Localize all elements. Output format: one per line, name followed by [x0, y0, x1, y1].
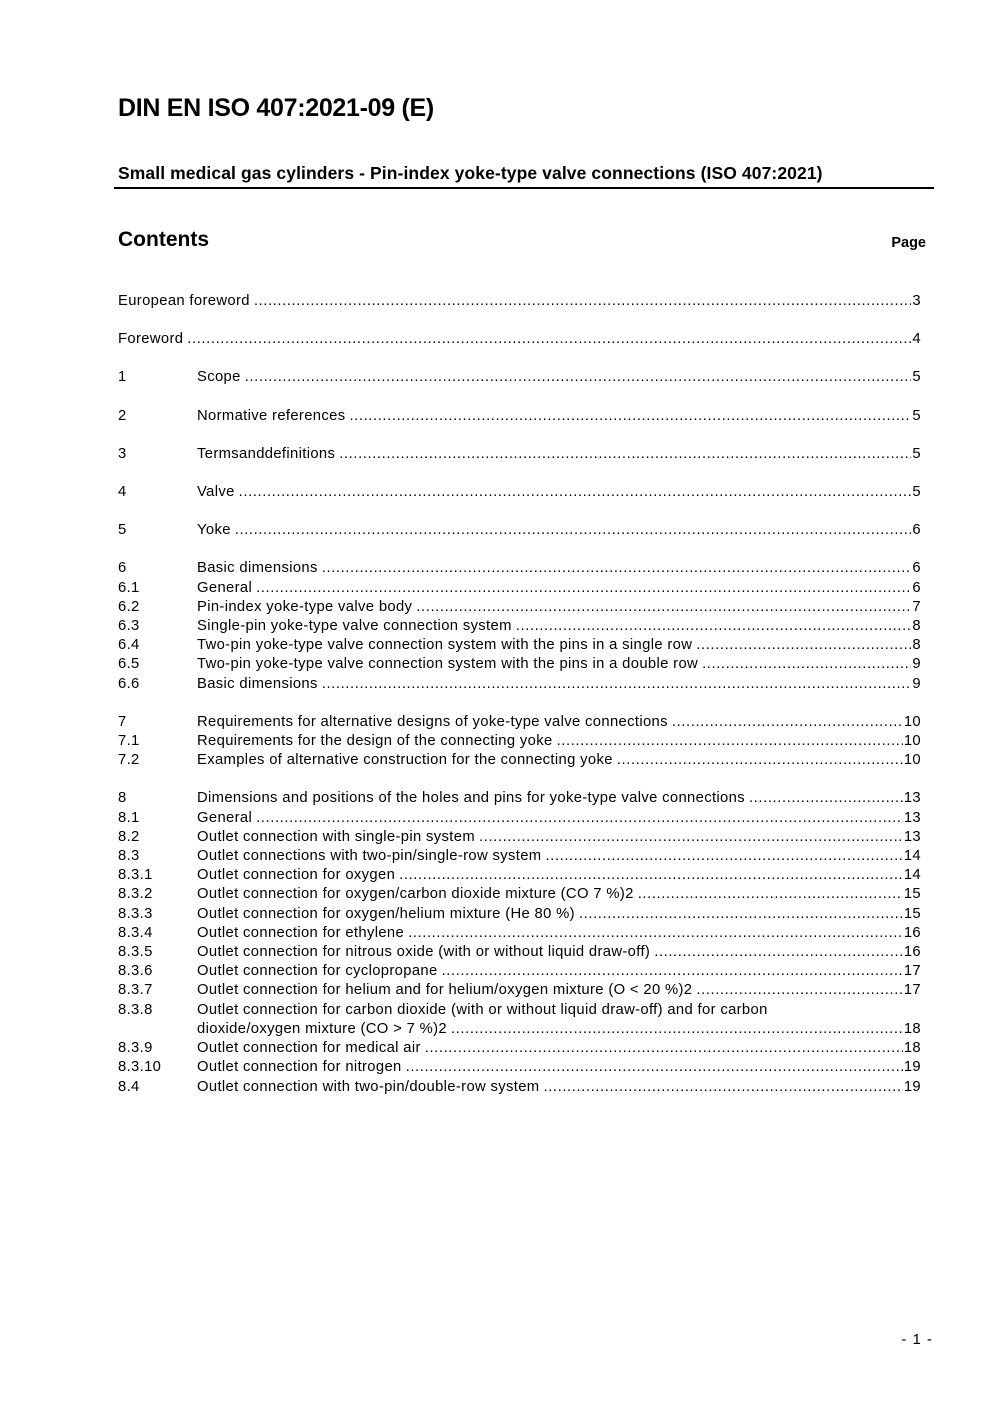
toc-title: Examples of alternative construction for the connecting yoke	[197, 752, 613, 769]
toc-title: Outlet connections with two-pin/single-row system	[197, 848, 542, 865]
toc-entry[interactable]	[118, 981, 921, 1000]
dot-leader	[322, 675, 912, 694]
dot-leader	[654, 943, 903, 962]
toc-title: Yoke	[197, 522, 231, 539]
toc-number: 8.3.10	[118, 1059, 162, 1076]
toc-entry[interactable]	[118, 521, 921, 540]
toc-page: 5	[912, 484, 921, 501]
toc-page: 19	[903, 1078, 921, 1095]
toc-page: 13	[903, 828, 921, 845]
toc-page: 5	[912, 445, 921, 462]
toc-title: Outlet connection for nitrogen	[197, 1059, 402, 1076]
toc-entry[interactable]	[118, 905, 921, 924]
toc-entry[interactable]	[118, 1001, 921, 1039]
toc-number: 8	[118, 790, 127, 807]
toc-number: 1	[118, 369, 127, 386]
dot-leader	[672, 713, 903, 732]
toc-page: 14	[903, 848, 921, 865]
toc-entry[interactable]	[118, 866, 921, 885]
dot-leader	[451, 1020, 903, 1039]
toc-page: 6	[912, 522, 921, 539]
toc-number: 7	[118, 713, 127, 730]
toc-title: Normative references	[197, 407, 346, 424]
toc-title: Outlet connection with two-pin/double-row system	[197, 1078, 540, 1095]
toc-page: 15	[903, 886, 921, 903]
toc-entry[interactable]	[118, 1039, 921, 1058]
toc-number: 7.2	[118, 752, 140, 769]
toc-title: European foreword	[118, 293, 250, 309]
toc-entry[interactable]	[118, 789, 921, 808]
toc-title: Requirements for the design of the connecting yoke	[197, 733, 553, 750]
dot-leader	[638, 885, 903, 904]
page-column-label: Page	[891, 235, 926, 251]
toc-entry[interactable]	[118, 885, 921, 904]
dot-leader	[408, 924, 903, 943]
toc-title: Outlet connection for medical air	[197, 1040, 421, 1057]
toc-number: 6.2	[118, 598, 140, 615]
toc-page: 10	[903, 733, 921, 750]
document-subtitle: Small medical gas cylinders - Pin-index yoke-type valve connections (ISO 407:2021)	[118, 163, 823, 183]
toc-number: 8.4	[118, 1078, 140, 1095]
toc-title: Termsanddefinitions	[197, 445, 336, 462]
toc-title: Outlet connection for carbon dioxide (with or without liquid draw-off) and for carbon	[197, 1001, 768, 1018]
dot-leader	[239, 483, 912, 502]
toc-entry[interactable]	[118, 962, 921, 981]
toc-number: 7.1	[118, 733, 140, 750]
dot-leader	[479, 828, 903, 847]
toc-entry[interactable]	[118, 1058, 921, 1077]
toc-entry[interactable]	[118, 292, 921, 311]
toc-page: 17	[903, 982, 921, 999]
toc-page: 16	[903, 924, 921, 941]
toc-entry[interactable]	[118, 924, 921, 943]
toc-page: 9	[912, 675, 921, 692]
dot-leader	[245, 368, 912, 387]
toc-title: Outlet connection for ethylene	[197, 924, 405, 941]
toc-entry[interactable]	[118, 636, 921, 655]
toc-entry[interactable]	[118, 330, 921, 349]
dot-leader	[349, 407, 911, 426]
toc-title: Basic dimensions	[197, 675, 318, 692]
toc-page: 5	[912, 407, 921, 424]
dot-leader	[187, 330, 911, 349]
toc-number: 3	[118, 445, 127, 462]
toc-page: 6	[912, 560, 921, 577]
toc-page: 16	[903, 944, 921, 961]
toc-page: 9	[912, 656, 921, 673]
toc-page: 10	[903, 752, 921, 769]
toc-number: 2	[118, 407, 127, 424]
toc-page: 5	[912, 369, 921, 386]
toc-entry[interactable]	[118, 847, 921, 866]
toc-title: Valve	[197, 484, 235, 501]
toc-entry[interactable]	[118, 579, 921, 598]
toc-page: 18	[903, 1020, 921, 1037]
toc-title: Outlet connection for oxygen/helium mixture (He 80 %)	[197, 905, 575, 922]
toc-page: 15	[903, 905, 921, 922]
toc-entry[interactable]	[118, 483, 921, 502]
toc-title: Basic dimensions	[197, 560, 318, 577]
toc-page: 7	[912, 598, 921, 615]
toc-number: 6.4	[118, 637, 140, 654]
dot-leader	[235, 521, 912, 540]
dot-leader	[256, 579, 911, 598]
toc-number: 8.3	[118, 848, 140, 865]
toc-number: 8.3.8	[118, 1001, 153, 1018]
dot-leader	[399, 866, 903, 885]
toc-entry[interactable]	[118, 1078, 921, 1097]
dot-leader	[579, 905, 903, 924]
toc-page: 13	[903, 790, 921, 807]
toc-page: 10	[903, 713, 921, 730]
toc-number: 8.1	[118, 809, 140, 826]
toc-number: 8.3.2	[118, 886, 153, 903]
toc-number: 8.3.3	[118, 905, 153, 922]
toc-page: 14	[903, 867, 921, 884]
toc-number: 6.1	[118, 579, 140, 596]
toc-title: Requirements for alternative designs of yoke-type valve connections	[197, 713, 668, 730]
dot-leader	[617, 751, 903, 770]
dot-leader	[749, 789, 903, 808]
toc-title: Outlet connection for oxygen	[197, 867, 396, 884]
toc-title: General	[197, 579, 253, 596]
toc-entry[interactable]	[118, 809, 921, 828]
toc-number: 5	[118, 522, 127, 539]
toc-number: 6.5	[118, 656, 140, 673]
toc-title: Two-pin yoke-type valve connection system with the pins in a double row	[197, 656, 699, 673]
toc-entry[interactable]	[118, 598, 921, 617]
toc-title: Scope	[197, 369, 241, 386]
dot-leader	[406, 1058, 903, 1077]
toc-page: 19	[903, 1059, 921, 1076]
toc-page: 17	[903, 963, 921, 980]
toc-entry[interactable]	[118, 751, 921, 770]
toc-number: 8.3.6	[118, 963, 153, 980]
toc-entry[interactable]	[118, 617, 921, 636]
dot-leader	[557, 732, 903, 751]
toc-number: 8.3.5	[118, 944, 153, 961]
toc-title: Outlet connection for oxygen/carbon dioxide mixture (CO 7 %)2	[197, 886, 634, 903]
toc-number: 6.3	[118, 618, 140, 635]
dot-leader	[543, 1078, 902, 1097]
toc-entry[interactable]	[118, 732, 921, 751]
toc-page: 13	[903, 809, 921, 826]
toc-page: 8	[912, 637, 921, 654]
dot-leader	[442, 962, 903, 981]
dot-leader	[339, 445, 911, 464]
document-title: DIN EN ISO 407:2021-09 (E)	[118, 94, 434, 122]
toc-entry[interactable]	[118, 368, 921, 387]
contents-heading: Contents	[118, 228, 209, 251]
toc-title: General	[197, 809, 253, 826]
dot-leader	[702, 655, 911, 674]
toc-title: Outlet connection for cyclopropane	[197, 963, 438, 980]
dot-leader	[425, 1039, 903, 1058]
toc-title: Foreword	[118, 331, 184, 348]
dot-leader	[696, 636, 911, 655]
dot-leader	[322, 559, 912, 578]
toc-entry[interactable]	[118, 675, 921, 694]
toc-number: 8.3.9	[118, 1040, 153, 1057]
toc-title: Outlet connection for helium and for helium/oxygen mixture (O < 20 %)2	[197, 982, 693, 999]
subtitle-underline	[114, 187, 934, 189]
toc-title-continued: dioxide/oxygen mixture (CO > 7 %)2	[197, 1020, 447, 1037]
toc-entry[interactable]	[118, 407, 921, 426]
toc-title: Pin-index yoke-type valve body	[197, 598, 413, 615]
dot-leader	[416, 598, 911, 617]
toc-number: 4	[118, 484, 127, 501]
dot-leader	[254, 292, 912, 311]
toc-number: 6.6	[118, 675, 140, 692]
toc-page: 18	[903, 1040, 921, 1057]
toc-number: 8.3.1	[118, 867, 153, 884]
table-of-contents	[118, 292, 921, 1097]
toc-title: Dimensions and positions of the holes and pins for yoke-type valve connections	[197, 790, 745, 807]
toc-number: 8.3.7	[118, 982, 153, 999]
toc-title: Single-pin yoke-type valve connection system	[197, 618, 512, 635]
toc-entry[interactable]	[118, 828, 921, 847]
toc-page: 8	[912, 618, 921, 635]
toc-entry[interactable]	[118, 559, 921, 578]
toc-entry[interactable]	[118, 655, 921, 674]
toc-title: Outlet connection for nitrous oxide (with or without liquid draw-off)	[197, 944, 651, 961]
toc-entry[interactable]	[118, 713, 921, 732]
toc-title: Two-pin yoke-type valve connection system with the pins in a single row	[197, 637, 693, 654]
footer-page-number: - 1 -	[901, 1331, 933, 1348]
toc-page: 3	[912, 293, 921, 309]
toc-entry[interactable]	[118, 445, 921, 464]
toc-number: 6	[118, 560, 127, 577]
toc-page: 4	[912, 331, 921, 348]
dot-leader	[256, 809, 903, 828]
dot-leader	[545, 847, 902, 866]
toc-page: 6	[912, 579, 921, 596]
dot-leader	[516, 617, 912, 636]
toc-title: Outlet connection with single-pin system	[197, 828, 476, 845]
toc-entry[interactable]	[118, 943, 921, 962]
dot-leader	[696, 981, 902, 1000]
toc-number: 8.3.4	[118, 924, 153, 941]
toc-number: 8.2	[118, 828, 140, 845]
